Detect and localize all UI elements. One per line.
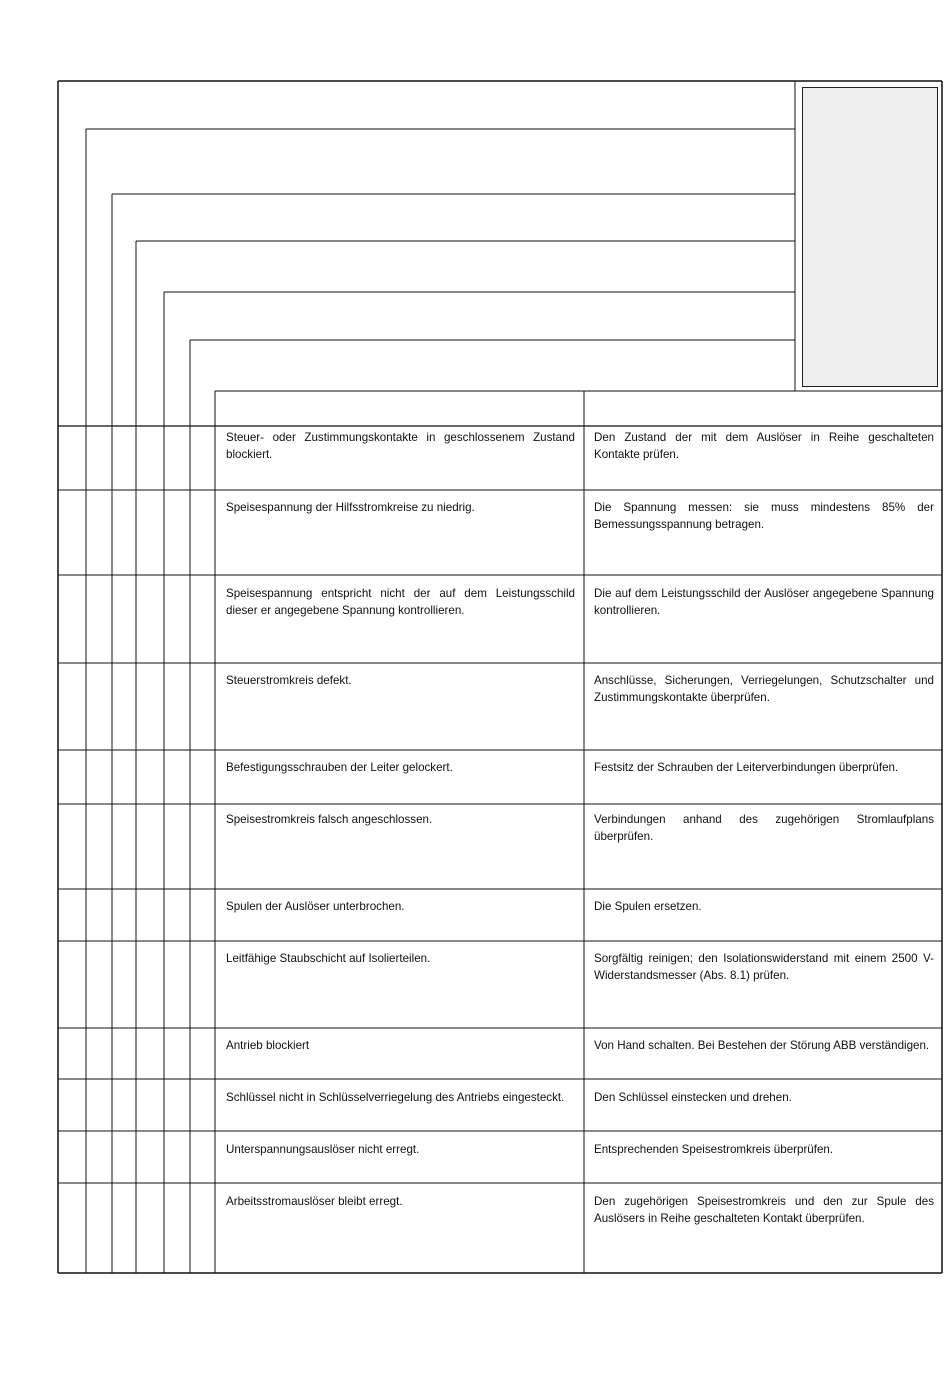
- cause-text: Spulen der Auslöser unterbrochen.: [226, 900, 405, 913]
- remedy-text: Den Zustand der mit dem Auslöser in Reihe geschalteten Kontakte prüfen.: [594, 431, 934, 461]
- cause-text: Arbeitsstromauslöser bleibt erregt.: [226, 1195, 403, 1208]
- remedy-text: Von Hand schalten. Bei Bestehen der Störung ABB verständigen.: [594, 1039, 930, 1052]
- cause-text: Steuerstromkreis defekt.: [226, 674, 352, 687]
- remedy-text: Verbindungen anhand des zugehörigen Stromlaufplans überprüfen.: [594, 813, 934, 843]
- remedy-text: Die Spulen ersetzen.: [594, 900, 702, 913]
- cause-text: Schlüssel nicht in Schlüsselverriegelung des Antriebs eingesteckt.: [226, 1091, 565, 1104]
- cause-text: Unterspannungsauslöser nicht erregt.: [226, 1143, 420, 1156]
- cause-text: Speisestromkreis falsch angeschlossen.: [226, 813, 433, 826]
- cause-text: Speisespannung der Hilfsstromkreise zu niedrig.: [226, 501, 475, 514]
- cause-text: Befestigungsschrauben der Leiter gelockert.: [226, 761, 453, 774]
- remedy-text: Festsitz der Schrauben der Leiterverbindungen überprüfen.: [594, 761, 899, 774]
- remedy-text: Den zugehörigen Speisestromkreis und den zur Spule des Auslösers in Reihe geschalteten Kontakt überprüfen.: [594, 1195, 934, 1225]
- remedy-text: Anschlüsse, Sicherungen, Verriegelungen, Schutzschalter und Zustimmungskontakte überprüfen.: [594, 674, 934, 704]
- cause-text: Steuer- oder Zustimmungskontakte in geschlossenem Zustand blockiert.: [226, 431, 575, 461]
- cause-text: Antrieb blockiert: [226, 1039, 310, 1052]
- remedy-text: Den Schlüssel einstecken und drehen.: [594, 1091, 792, 1104]
- remedy-text: Sorgfältig reinigen; den Isolationswiderstand mit einem 2500 V-Widerstandsmesser (Abs. 8.1) prüfen.: [594, 952, 934, 982]
- remedy-text: Die Spannung messen: sie muss mindestens 85% der Bemessungsspannung betragen.: [594, 501, 934, 531]
- remedy-text: Die auf dem Leistungsschild der Auslöser angegebene Spannung kontrollieren.: [594, 587, 934, 617]
- remedy-text: Entsprechenden Speisestromkreis überprüfen.: [594, 1143, 834, 1156]
- cause-text: Leitfähige Staubschicht auf Isolierteilen.: [226, 952, 431, 965]
- cause-text: Speisespannung entspricht nicht der auf dem Leistungsschild dieser er angegebene Spannung kontrollieren.: [226, 587, 575, 617]
